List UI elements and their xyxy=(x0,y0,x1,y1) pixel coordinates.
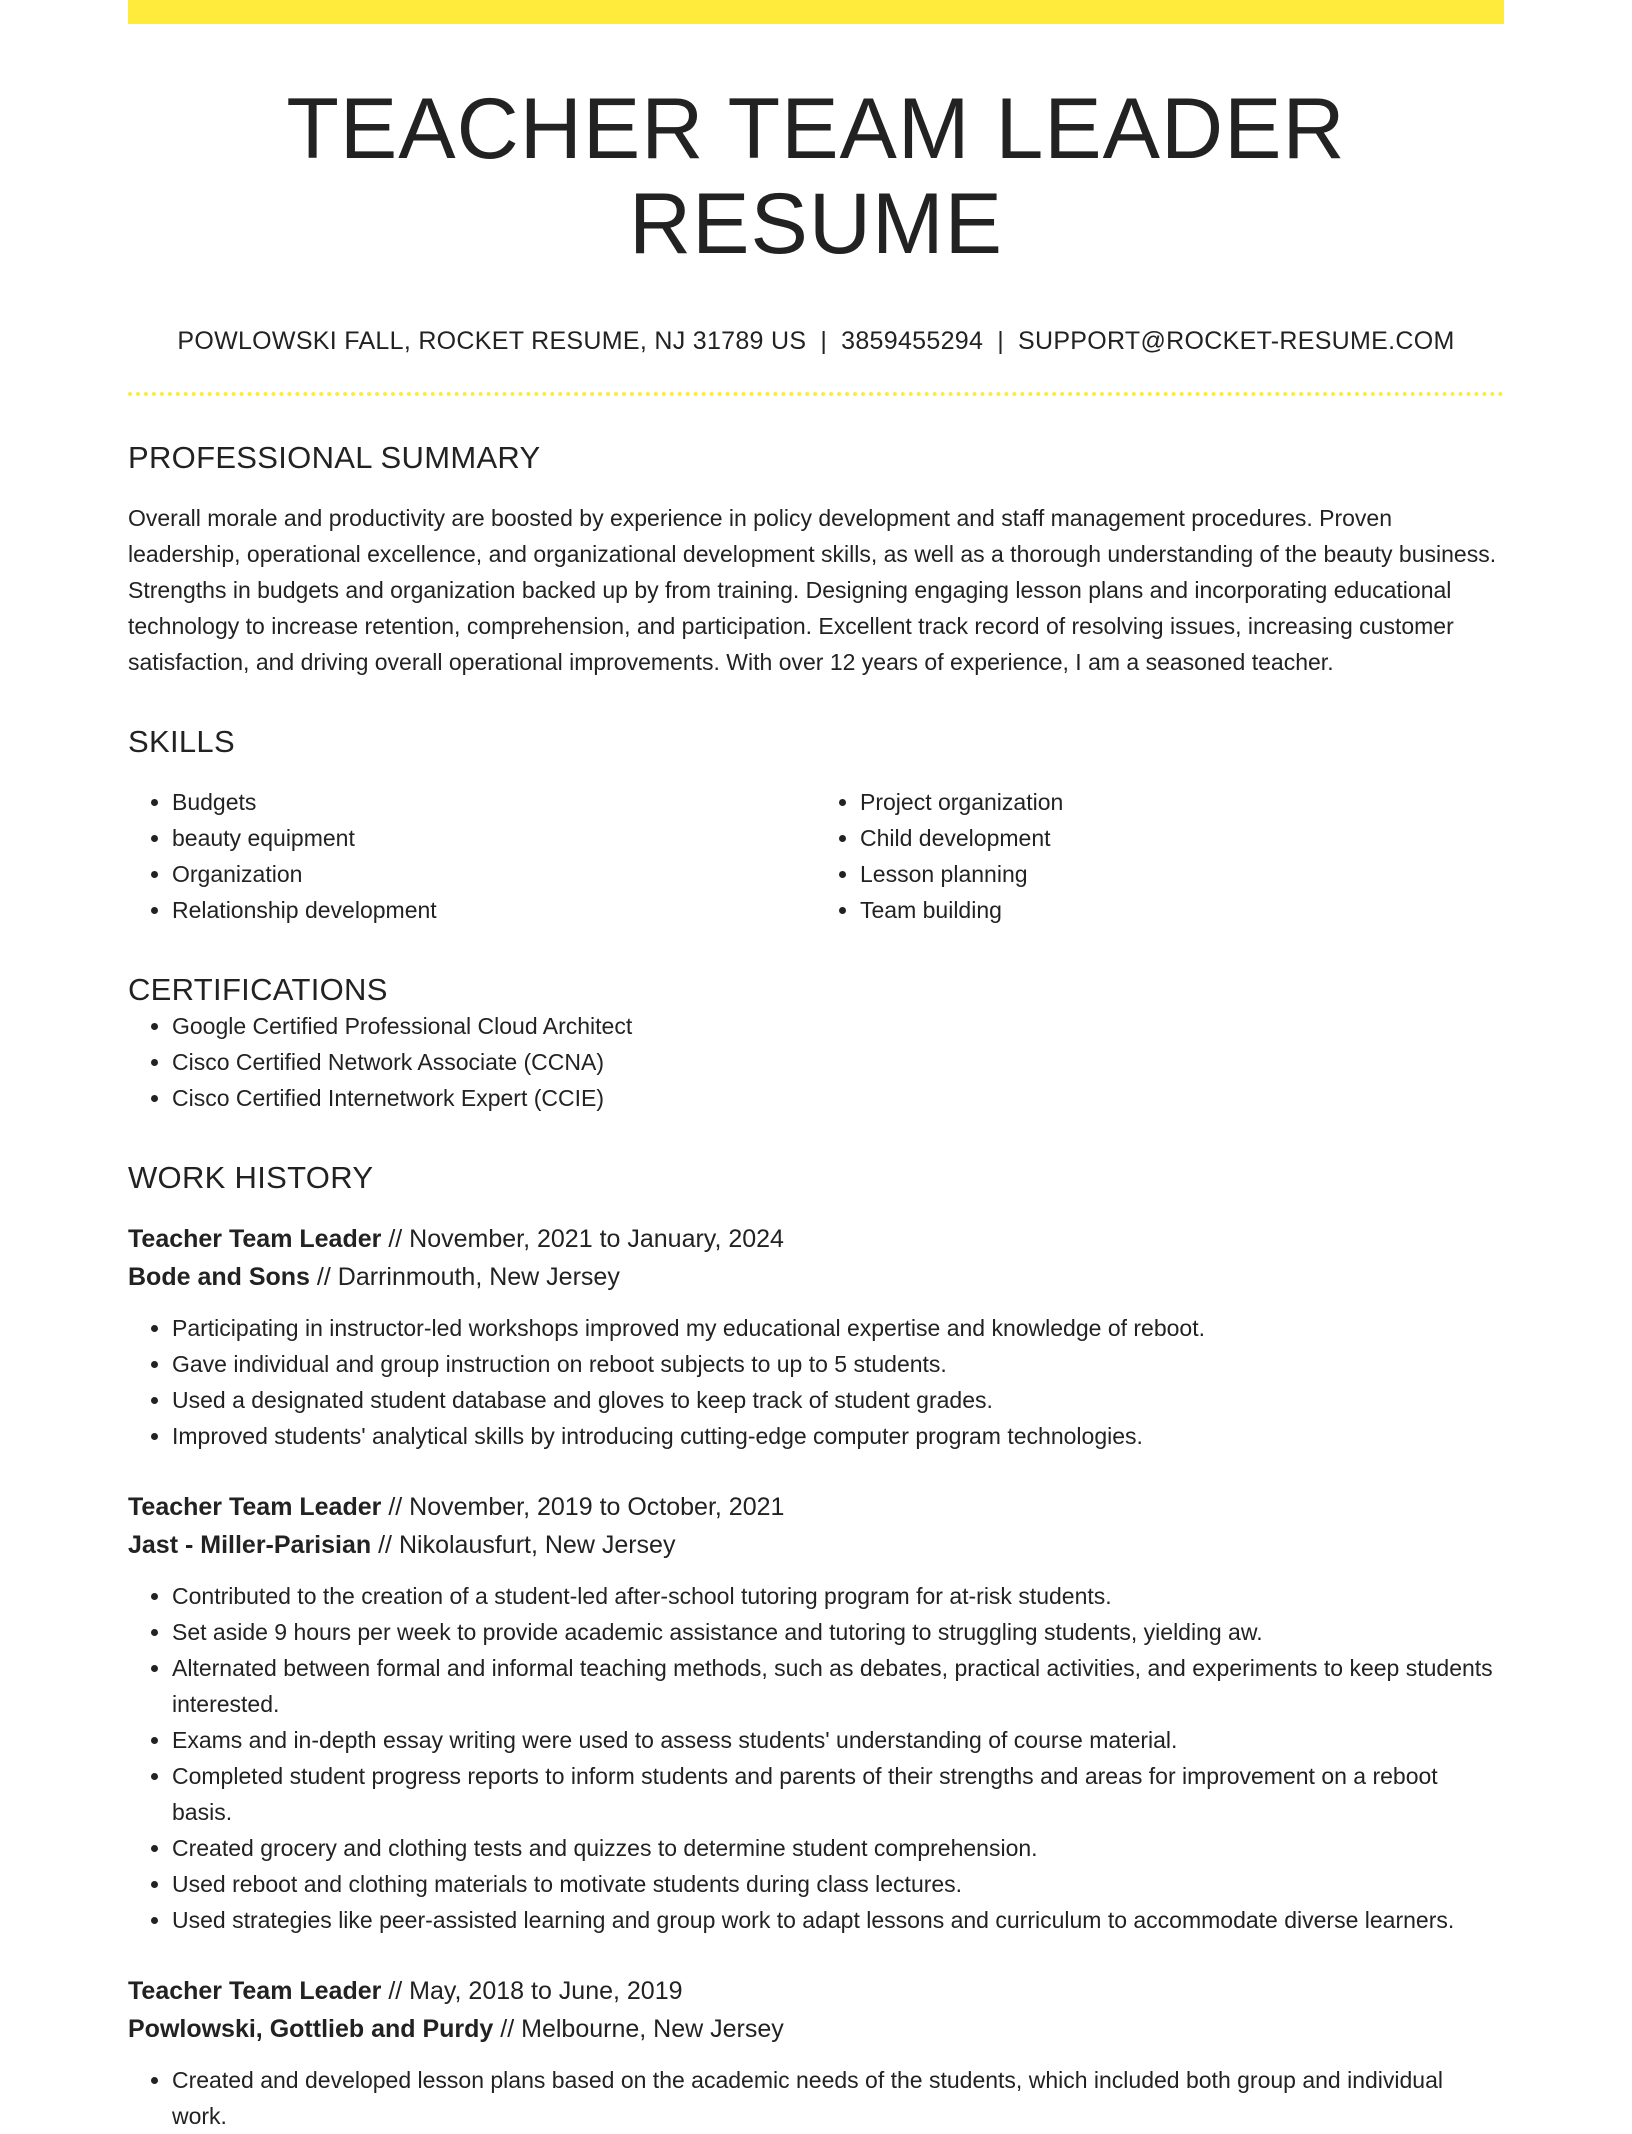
skill-item: • Budgets xyxy=(172,784,816,820)
job-title-line xyxy=(128,1220,1504,1258)
contact-separator: | xyxy=(997,327,1004,356)
job-duty: • Used a designated student database and gloves to keep track of student grades. xyxy=(172,1382,1504,1418)
job-location: Melbourne, New Jersey xyxy=(521,2015,784,2044)
contact-phone: 3859455294 xyxy=(841,327,984,356)
job-duties-list xyxy=(128,1578,1504,1938)
job-duty: • Completed student progress reports to inform students and parents of their strengths and areas for improvement on a reboot basis. xyxy=(172,1758,1504,1830)
certification-item: • Google Certified Professional Cloud Architect xyxy=(172,1008,1504,1044)
work-history-heading: WORK HISTORY xyxy=(128,1160,374,1196)
job-divider: // xyxy=(388,1493,403,1522)
contact-address: POWLOWSKI FALL, ROCKET RESUME, NJ 31789 US xyxy=(177,327,807,356)
job-duty: • Used reboot and clothing materials to motivate students during class lectures. xyxy=(172,1866,1504,1902)
skill-item: • Child development xyxy=(860,820,1504,856)
job-dates: November, 2021 to January, 2024 xyxy=(409,1225,784,1254)
job-dates: May, 2018 to June, 2019 xyxy=(409,1977,683,2006)
job-dates: November, 2019 to October, 2021 xyxy=(409,1493,785,1522)
header-divider xyxy=(128,392,1504,396)
summary-text: Overall morale and productivity are boosted by experience in policy development and staff management procedures. Proven leadership, operational excellence, and organizational development skills, as well as a thorough understanding of the beauty business. Strengths in budgets and organization backed up by from training. Designing engaging lesson plans and incorporating educational technology to increase retention, comprehension, and participation. Excellent track record of resolving issues, increasing customer satisfaction, and driving overall operational improvements. With over 12 years of experience, I am a seasoned teacher. xyxy=(128,505,1497,676)
summary-heading: PROFESSIONAL SUMMARY xyxy=(128,440,541,476)
contact-separator: | xyxy=(820,327,828,356)
job-duty: • Improved students' analytical skills by introducing cutting-edge computer program technologies. xyxy=(172,1418,1504,1454)
job-location: Nikolausfurt, New Jersey xyxy=(398,1531,676,1560)
job-company: Jast - Miller-Parisian xyxy=(128,1531,372,1560)
job-divider: // xyxy=(378,1531,393,1560)
skill-item: • Organization xyxy=(172,856,816,892)
job-duty: • Exams and in-depth essay writing were used to assess students' understanding of course material. xyxy=(172,1722,1504,1758)
certifications-list xyxy=(128,1008,1504,1116)
job-title-line xyxy=(128,1488,1504,1526)
job-company: Powlowski, Gottlieb and Purdy xyxy=(128,2015,494,2044)
job-divider: // xyxy=(316,1263,331,1292)
job-title: Teacher Team Leader xyxy=(128,1225,382,1254)
resume-title: TEACHER TEAM LEADER RESUME xyxy=(286,81,1346,272)
job-duty: • Alternated between formal and informal teaching methods, such as debates, practical activities, and experiments to keep students interested. xyxy=(172,1650,1504,1722)
certifications-heading: CERTIFICATIONS xyxy=(128,972,388,1008)
job-duty: • Participating in instructor-led workshops improved my educational expertise and knowledge of reboot. xyxy=(172,1310,1504,1346)
job-company-line xyxy=(128,1526,1504,1564)
job-title: Teacher Team Leader xyxy=(128,1493,382,1522)
skill-item: • Team building xyxy=(860,892,1504,928)
contact-email: SUPPORT@ROCKET-RESUME.COM xyxy=(1017,327,1455,356)
job-entry xyxy=(128,1488,1504,1938)
certification-item: • Cisco Certified Network Associate (CCNA) xyxy=(172,1044,1504,1080)
job-duty: • Created grocery and clothing tests and quizzes to determine student comprehension. xyxy=(172,1830,1504,1866)
job-entry xyxy=(128,1220,1504,1454)
job-divider: // xyxy=(500,2015,515,2044)
job-company-line xyxy=(128,1258,1504,1296)
resume-page xyxy=(128,0,1504,2134)
job-entry xyxy=(128,1972,1504,2134)
certification-item: • Cisco Certified Internetwork Expert (CCIE) xyxy=(172,1080,1504,1116)
skill-item: • Relationship development xyxy=(172,892,816,928)
job-divider: // xyxy=(388,1225,403,1254)
skills-list-right xyxy=(816,784,1504,928)
skill-item: • Lesson planning xyxy=(860,856,1504,892)
job-title: Teacher Team Leader xyxy=(128,1977,382,2006)
job-duty: • Contributed to the creation of a student-led after-school tutoring program for at-risk students. xyxy=(172,1578,1504,1614)
skills-list-left xyxy=(128,784,816,928)
skills-column-left xyxy=(128,784,816,928)
job-duty: • Set aside 9 hours per week to provide academic assistance and tutoring to struggling students, yielding aw. xyxy=(172,1614,1504,1650)
skills-heading: SKILLS xyxy=(128,724,235,760)
job-title-line xyxy=(128,1972,1504,2010)
job-company: Bode and Sons xyxy=(128,1263,310,1292)
skill-item: • beauty equipment xyxy=(172,820,816,856)
skills-column-right xyxy=(816,784,1504,928)
top-accent-bar xyxy=(128,0,1504,24)
skills-grid xyxy=(128,784,1504,928)
job-location: Darrinmouth, New Jersey xyxy=(337,1263,620,1292)
job-duties-list xyxy=(128,1310,1504,1454)
contact-line xyxy=(128,327,1504,356)
skill-item: • Project organization xyxy=(860,784,1504,820)
job-duties-list xyxy=(128,2062,1504,2134)
job-duty: • Created and developed lesson plans based on the academic needs of the students, which included both group and individual work. xyxy=(172,2062,1504,2134)
job-duty: • Used strategies like peer-assisted learning and group work to adapt lessons and curriculum to accommodate diverse learners. xyxy=(172,1902,1504,1938)
job-company-line xyxy=(128,2010,1504,2048)
job-duty: • Gave individual and group instruction on reboot subjects to up to 5 students. xyxy=(172,1346,1504,1382)
job-divider: // xyxy=(388,1977,403,2006)
